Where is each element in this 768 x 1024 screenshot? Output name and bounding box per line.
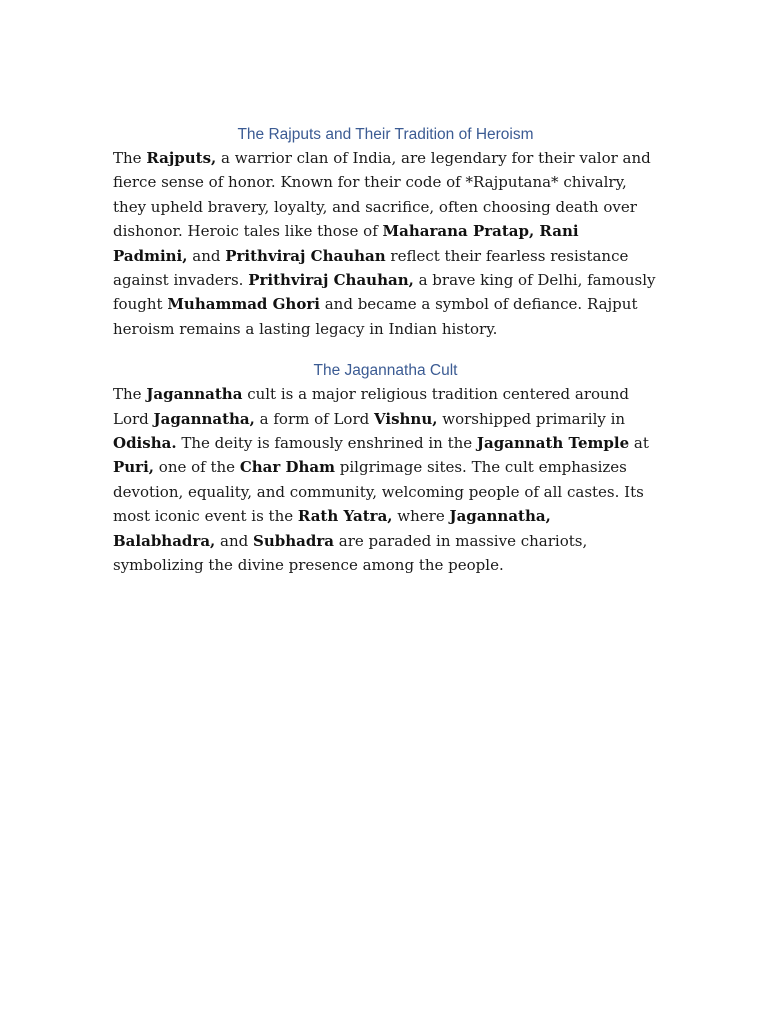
bold-term: Rajputs,: [146, 149, 217, 167]
text-run: at: [629, 434, 649, 453]
bold-term: Jagannatha,: [153, 409, 255, 428]
text-run: a warrior clan of India, are legendary for their valor and fierce sense of honor. Known for their code of *Rajputana* chivalry, they upheld bravery, loyalty, and sacrifice, often choosing death over dishonor. Heroic tales like those of: [113, 149, 651, 241]
bold-term: Puri,: [113, 458, 155, 477]
text-run: cult is a major religious tradition centered around Lord: [113, 385, 629, 428]
text-run: one of the: [154, 458, 240, 477]
text-run: pilgrimage sites. The cult emphasizes devotion, equality, and community, welcoming people of all castes. Its most iconic event is the: [113, 458, 644, 526]
bold-term: Subhadra: [253, 531, 334, 550]
text-run: and became a symbol of defiance. Rajput heroism remains a lasting legacy in Indian history.: [113, 295, 638, 338]
bold-term: Maharana Pratap, Rani Padmini,: [113, 222, 579, 265]
bold-term: Jagannath Temple: [476, 434, 630, 453]
text-run: reflect their fearless resistance against invaders.: [113, 246, 629, 290]
bold-term: Jagannatha: [146, 385, 243, 404]
text-run: worshipped primarily in: [437, 409, 626, 428]
bold-term: Prithviraj Chauhan: [225, 246, 386, 265]
text-run: The: [113, 149, 147, 167]
text-run: The deity is famously enshrined in the: [176, 434, 477, 453]
bold-term: Char Dham: [239, 458, 336, 477]
section-spacer: [113, 341, 658, 360]
text-run: and: [215, 531, 254, 550]
text-run: and: [187, 246, 226, 265]
bold-term: Prithviraj Chauhan,: [248, 271, 414, 290]
bold-term: Vishnu,: [374, 409, 438, 428]
text-run: where: [392, 507, 450, 526]
bold-term: Jagannatha, Balabhadra,: [113, 507, 551, 550]
text-run: are paraded in massive chariots, symbolizing the divine presence among the people.: [113, 531, 588, 575]
section-heading-jagannatha: The Jagannatha Cult: [313, 362, 458, 380]
document-body: [113, 124, 658, 578]
text-run: a form of Lord: [254, 409, 374, 428]
section-paragraph-rajputs: [113, 146, 658, 341]
bold-term: Odisha.: [113, 434, 177, 453]
text-run: a brave king of Delhi, famously fought: [113, 271, 656, 314]
section-paragraph-jagannatha: [113, 382, 658, 577]
bold-term: Muhammad Ghori: [167, 295, 320, 314]
section-heading-rajputs: The Rajputs and Their Tradition of Heroism: [237, 126, 534, 143]
text-run: The: [113, 385, 147, 404]
bold-term: Rath Yatra,: [297, 507, 393, 526]
